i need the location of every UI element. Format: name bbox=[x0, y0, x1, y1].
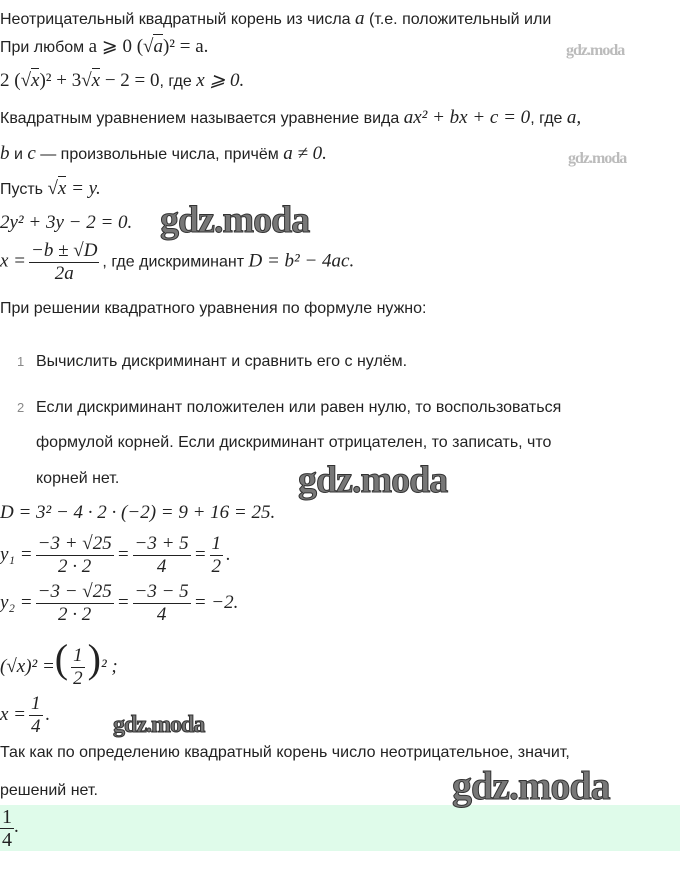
text: (т.е. положительный или bbox=[364, 11, 552, 28]
answer-fraction: $\frac{1}{4}$ bbox=[2, 806, 12, 851]
math: a, bbox=[566, 107, 582, 128]
math: D = b² − 4ac. bbox=[248, 250, 355, 272]
conclusion-text: Так как по определению квадратный корень число неотрицательное, значит, bbox=[0, 744, 570, 761]
text: , где дискриминант bbox=[102, 253, 249, 271]
fraction: $\frac{-b \pm √D}{2a}$ bbox=[31, 240, 98, 284]
x-result: x = $\frac{1}{4}$ . bbox=[0, 693, 51, 738]
substitution-line bbox=[0, 178, 101, 201]
coefficients-line bbox=[0, 143, 327, 166]
step-number: 2 bbox=[17, 400, 25, 415]
text: и bbox=[9, 146, 28, 163]
answer-box bbox=[0, 805, 680, 851]
step-text: Вычислить дискриминант и сравнить его с нулём. bbox=[36, 353, 408, 370]
square-equation: (√x)² =( $\frac{1}{2}$ )² ; bbox=[0, 636, 118, 690]
math: a bbox=[355, 8, 365, 29]
math: 2y² + 3y − 2 = 0. bbox=[0, 212, 133, 233]
watermark: gdz.moda bbox=[298, 459, 448, 501]
discriminant-calc: D = 3² − 4 · 2 · (−2) = 9 + 16 = 25. bbox=[0, 502, 276, 523]
text: , где bbox=[530, 110, 567, 127]
y2-calc: y₂ = $\frac{-3 - √25}{2 \cdot 2}$ = $\frac{-3 - 5}{4}$ = −2. bbox=[0, 581, 239, 626]
property-line bbox=[0, 36, 208, 59]
math: √x = y. bbox=[47, 178, 101, 199]
watermark: gdz.moda bbox=[452, 763, 610, 808]
math: x ⩾ 0. bbox=[196, 70, 245, 91]
math: ax² + bx + c = 0 bbox=[403, 107, 531, 128]
answer-period: . bbox=[14, 816, 19, 838]
text: Неотрицательный квадратный корень из числа bbox=[0, 11, 355, 28]
conclusion-text: решений нет. bbox=[0, 782, 98, 799]
math: b bbox=[0, 143, 10, 164]
math: c bbox=[27, 143, 36, 164]
watermark: gdz.moda bbox=[160, 199, 310, 241]
math: a ⩾ 0 (√a)² = a. bbox=[88, 36, 209, 57]
math: 2 (√x)² + 3√x − 2 = 0 bbox=[0, 70, 160, 91]
procedure-intro: При решении квадратного уравнения по формуле нужно: bbox=[0, 300, 427, 317]
text: Пусть bbox=[0, 181, 48, 198]
watermark: gdz.moda bbox=[113, 712, 205, 738]
step-text: формулой корней. Если дискриминант отрицателен, то записать, что bbox=[36, 434, 552, 451]
y-equation-line bbox=[0, 212, 132, 235]
text: При любом bbox=[0, 39, 89, 56]
roots-formula-line bbox=[0, 240, 354, 285]
definition-line bbox=[0, 8, 551, 31]
step-text: Если дискриминант положителен или равен нулю, то воспользоваться bbox=[36, 399, 562, 416]
watermark: gdz.moda bbox=[566, 42, 625, 59]
text: , где bbox=[159, 73, 197, 90]
math: a ≠ 0. bbox=[283, 143, 327, 164]
math: x = bbox=[0, 250, 27, 272]
text: Квадратным уравнением называется уравнение вида bbox=[0, 110, 404, 127]
quadratic-definition-line bbox=[0, 107, 581, 130]
text: — произвольные числа, причём bbox=[35, 146, 284, 163]
step-text: корней нет. bbox=[36, 470, 120, 487]
watermark: gdz.moda bbox=[568, 150, 627, 167]
equation-line bbox=[0, 70, 244, 93]
y1-calc: y₁ = $\frac{-3 + √25}{2 \cdot 2}$ = $\frac{-3 + 5}{4}$ = $\frac{1}{2}$ . bbox=[0, 533, 231, 578]
step-number: 1 bbox=[17, 354, 25, 369]
